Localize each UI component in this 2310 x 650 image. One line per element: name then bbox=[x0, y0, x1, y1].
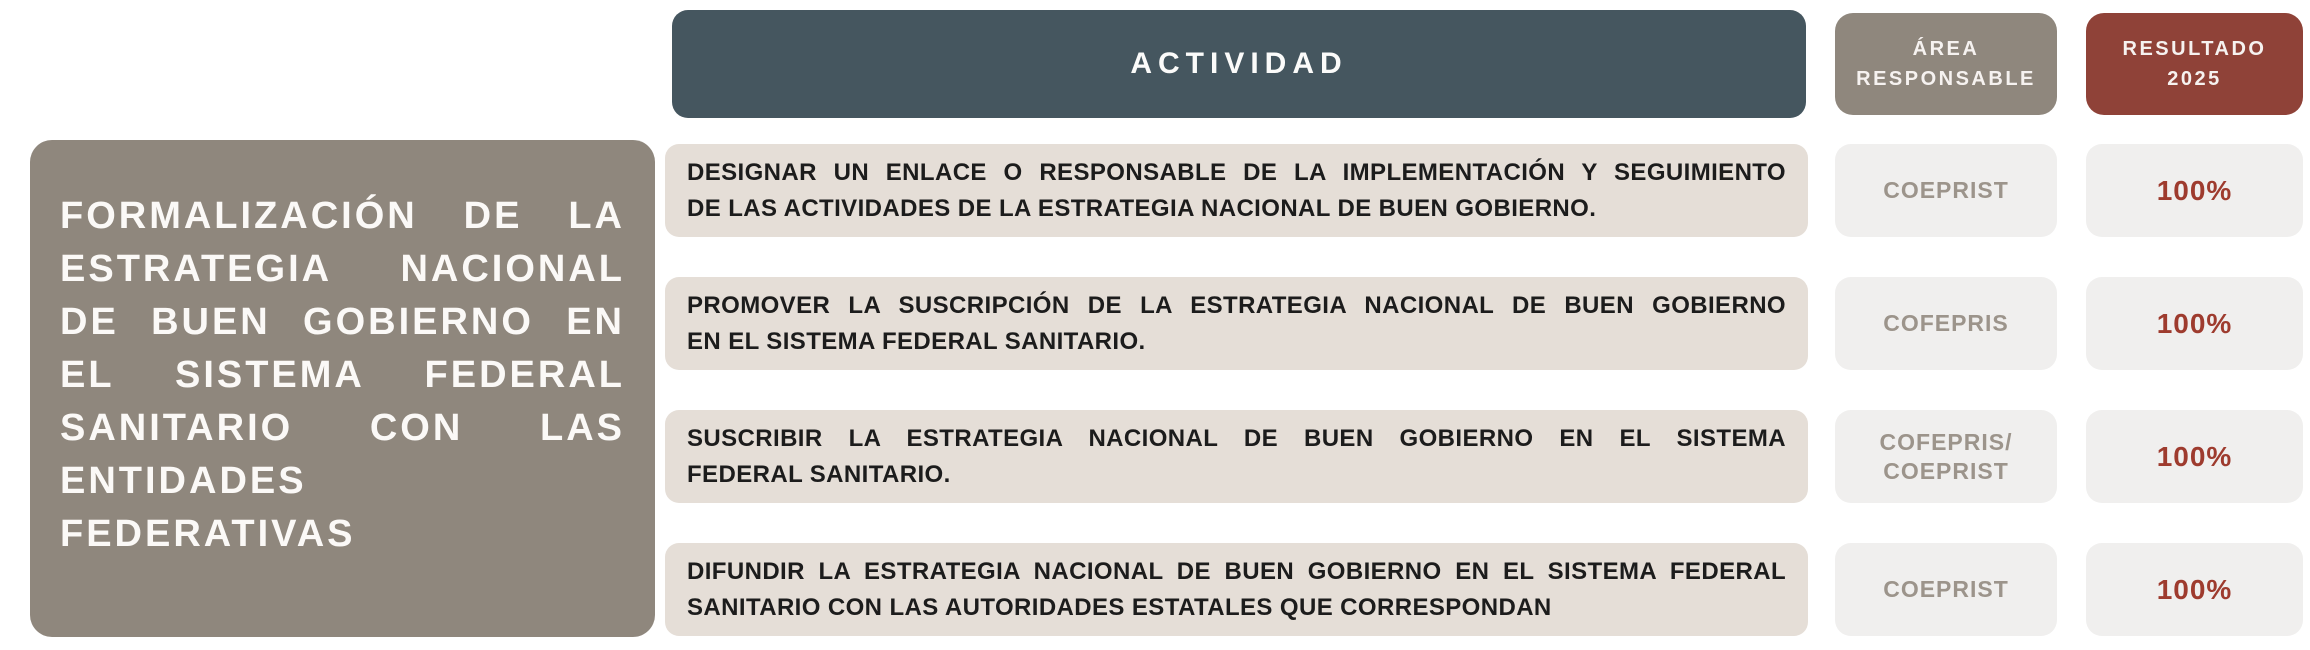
strategy-title-line: EL SISTEMA FEDERAL bbox=[60, 354, 625, 396]
strategy-title-line: ESTRATEGIA NACIONAL bbox=[60, 248, 625, 290]
result-cell-3 bbox=[2086, 410, 2303, 503]
strategy-title-block bbox=[30, 140, 655, 637]
activity-row-4 bbox=[665, 543, 1808, 636]
strategy-title-line: FEDERATIVAS bbox=[60, 513, 356, 555]
activity-row-3 bbox=[665, 410, 1808, 503]
activity-row-2 bbox=[665, 277, 1808, 370]
result-column-header bbox=[2086, 13, 2303, 115]
activity-row-1-text-line1: DESIGNAR UN ENLACE O RESPONSABLE DE LA IMPLEMENTACIÓN Y SEGUIMIENTO bbox=[687, 158, 1786, 186]
strategy-title-line: FORMALIZACIÓN DE LA bbox=[60, 195, 625, 237]
activity-column-header bbox=[672, 10, 1806, 118]
area-cell-3-label: COFEPRIS/ COEPRIST bbox=[1879, 428, 2013, 484]
result-cell-3-value: 100% bbox=[2156, 440, 2233, 472]
activity-row-3-text-line2: FEDERAL SANITARIO. bbox=[687, 460, 951, 488]
area-column-header-line2: RESPONSABLE bbox=[1856, 68, 2036, 90]
activity-row-1-text-line2: DE LAS ACTIVIDADES DE LA ESTRATEGIA NACIONAL DE BUEN GOBIERNO. bbox=[687, 194, 1597, 222]
strategy-title-line: ENTIDADES bbox=[60, 460, 307, 502]
result-cell-2 bbox=[2086, 277, 2303, 370]
area-column-header bbox=[1835, 13, 2057, 115]
strategy-title-line: DE BUEN GOBIERNO EN bbox=[60, 301, 625, 343]
area-cell-4 bbox=[1835, 543, 2057, 636]
result-column-header-line2: 2025 bbox=[2167, 68, 2222, 90]
activity-row-3-text-line1: SUSCRIBIR LA ESTRATEGIA NACIONAL DE BUEN GOBIERNO EN EL SISTEMA bbox=[687, 424, 1786, 452]
area-cell-1 bbox=[1835, 144, 2057, 237]
area-cell-4-label: COEPRIST bbox=[1883, 576, 2009, 602]
activity-row-4-text-line2: SANITARIO CON LAS AUTORIDADES ESTATALES QUE CORRESPONDAN bbox=[687, 593, 1552, 621]
result-cell-1-value: 100% bbox=[2156, 174, 2233, 206]
area-cell-1-label: COEPRIST bbox=[1883, 177, 2009, 203]
area-cell-2 bbox=[1835, 277, 2057, 370]
area-cell-2-label: COFEPRIS bbox=[1883, 310, 2009, 336]
activity-row-2-text-line2: EN EL SISTEMA FEDERAL SANITARIO. bbox=[687, 327, 1146, 355]
result-cell-2-value: 100% bbox=[2156, 307, 2233, 339]
area-column-header-line1: ÁREA bbox=[1912, 38, 1980, 60]
activity-column-header-label: ACTIVIDAD bbox=[1130, 47, 1348, 80]
result-cell-4 bbox=[2086, 543, 2303, 636]
strategy-title-line: SANITARIO CON LAS bbox=[60, 407, 625, 449]
result-cell-1 bbox=[2086, 144, 2303, 237]
activity-row-4-text-line1: DIFUNDIR LA ESTRATEGIA NACIONAL DE BUEN GOBIERNO EN EL SISTEMA FEDERAL bbox=[687, 557, 1786, 585]
activity-row-1 bbox=[665, 144, 1808, 237]
area-cell-3 bbox=[1835, 410, 2057, 503]
activity-row-2-text-line1: PROMOVER LA SUSCRIPCIÓN DE LA ESTRATEGIA NACIONAL DE BUEN GOBIERNO bbox=[687, 291, 1786, 319]
result-cell-4-value: 100% bbox=[2156, 573, 2233, 605]
result-column-header-line1: RESULTADO bbox=[2122, 38, 2267, 60]
